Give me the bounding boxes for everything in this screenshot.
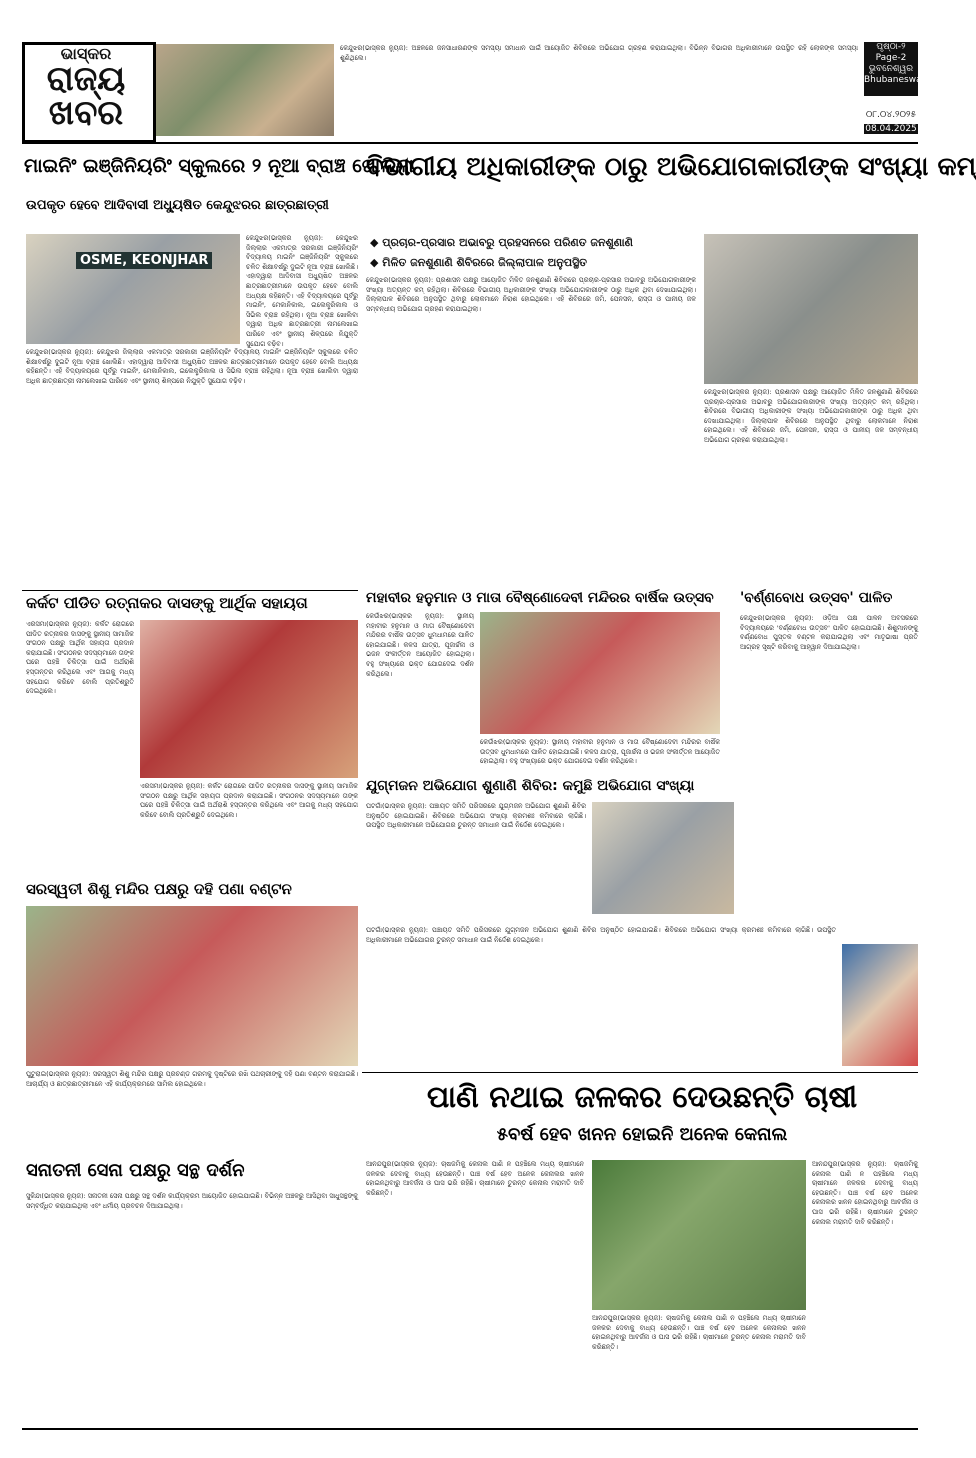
curd-text: ଘୁଟୁରାଇ(ଭାସ୍କର ନ୍ୟୁଜ): ସରସ୍ୱତୀ ଶିଶୁ ମନ୍ଦିର ପକ୍ଷରୁ ପ୍ରଚଣ୍ଡ ଗରମକୁ ଦୃଷ୍ଟିରେ ରଖି ପଥଚାରୀଙ୍କୁ ଦହି ପଣା ବଣ୍ଟନ କରାଯାଇଛି। ଆଚାର୍ଯ୍ୟ ଓ ଛାତ୍ରଛାତ୍ରୀମାନେ ଏହି କାର୍ଯ୍ୟକ୍ରମରେ ସାମିଲ ହୋଇଥିଲେ। [26,1070,358,1088]
subhead-water: ୫ବର୍ଷ ହେବ ଖନନ ହୋଇନି ଅନେକ କେନାଲ [496,1124,788,1145]
children-photo [842,944,918,1066]
headline-curd: ସରସ୍ୱତୀ ଶିଶୁ ମନ୍ଦିର ପକ୍ଷରୁ ଦହି ପଣା ବଣ୍ଟନ [26,880,292,898]
hearing-text: କେନ୍ଦୁଝର(ଭାସ୍କର ନ୍ୟୁଜ): ପ୍ରଶାସନ ପକ୍ଷରୁ ଆୟୋଜିତ ମିଳିତ ଜନଶୁଣାଣି ଶିବିରରେ ପ୍ରଚାର-ପ୍ରସାର ଅଭାବରୁ ଅଭିଯୋଗକାରୀଙ୍କ ସଂଖ୍ୟା ଅତ୍ୟନ୍ତ କମ୍ ରହିଥିଲା। ଶିବିରରେ ବିଭାଗୀୟ ଅଧିକାରୀଙ୍କ ସଂଖ୍ୟା ଅଭିଯୋଗକାରୀଙ୍କ ଠାରୁ ଅଧିକ ଥିବା ଦେଖାଯାଇଥିଲା। ଜିଲ୍ଲାପାଳ ଶିବିରରେ ଅନୁପସ୍ଥିତ ଥିବାରୁ ଲୋକମାନେ ନିରାଶ ହୋଇଥିଲେ। ଏହି ଶିବିରରେ ଜମି, ପେନସନ, ରାସ୍ତା ଓ ପାନୀୟ ଜଳ ସମ୍ବନ୍ଧୀୟ ଅଭିଯୋଗ ଗ୍ରହଣ କରାଯାଇଥିଲା। [366,276,696,313]
mining-text-b: କେନ୍ଦୁଝର(ଭାସ୍କର ନ୍ୟୁଜ): କେନ୍ଦୁଝର ଜିଲ୍ଲାର ଏକମାତ୍ର ସରକାରୀ ଇଞ୍ଜିନିୟରିଂ ବିଦ୍ୟାଳୟ ମାଇନିଂ ଇଞ୍ଜିନିୟରିଂ ସ୍କୁଲରେ ଚଳିତ ଶିକ୍ଷାବର୍ଷରୁ ଦୁଇଟି ନୂଆ ବ୍ରାଞ୍ଚ ଖୋଲିଛି। ଏହାଦ୍ୱାରା ଆଦିବାସୀ ଅଧ୍ୟୁଷିତ ଅଞ୍ଚଳର ଛାତ୍ରଛାତ୍ରୀମାନେ ଉପକୃତ ହେବେ ବୋଲି ଅଧ୍ୟକ୍ଷ କହିଛନ୍ତି। ଏହି ବିଦ୍ୟାଳୟରେ ପୂର୍ବରୁ ମାଇନିଂ, ମେକାନିକାଲ, ଇଲେକ୍ଟ୍ରିକାଲ ଓ ସିଭିଲ ବ୍ରାଞ୍ଚ ରହିଥିଲା। ନୂଆ ବ୍ରାଞ୍ଚ ଖୋଲିବା ଦ୍ୱାରା ଅଧିକ ଛାତ୍ରଛାତ୍ରୀ ନାମଲେଖାଇ ପାରିବେ ଏବଂ ସ୍ଥାନୀୟ ଶିଳ୍ପରେ ନିଯୁକ୍ତି ସୁଯୋଗ ବଢ଼ିବ। [26,348,358,385]
headline-water: ପାଣି ନଥାଇ ଜଳକର ଦେଉଛନ୍ତି ଚାଷୀ [426,1080,858,1115]
subhead-mining: ଉପକୃତ ହେବେ ଆଦିବାସୀ ଅଧ୍ୟୁଷିତ କେନ୍ଦୁଝରର ଛାତ୍ରଛାତ୍ରୀ [26,198,329,213]
temple-text-b: କେଉଁଝର(ଭାସ୍କର ନ୍ୟୁଜ): ସ୍ଥାନୀୟ ମହାବୀର ହନୁମାନ ଓ ମାତା ବୈଷ୍ଣୋଦେବୀ ମନ୍ଦିରର ବାର୍ଷିକ ଉତ୍ସବ ଧୁମଧାମରେ ପାଳିତ ହୋଇଯାଇଛି। କଳସ ଯାତ୍ରା, ପୂଜାର୍ଚ୍ଚନା ଓ ଭଜନ ସଂକୀର୍ତ୍ତନ ଆୟୋଜିତ ହୋଇଥିଲା। ବହୁ ସଂଖ୍ୟାରେ ଭକ୍ତ ଯୋଗଦେଇ ଦର୍ଶନ କରିଥିଲେ। [480,738,720,766]
water-text-c: ଆନନ୍ଦପୁର(ଭାସ୍କର ନ୍ୟୁଜ): ଚାଷଜମିକୁ କେନାଲ ପାଣି ନ ପହଞ୍ଚିଲେ ମଧ୍ୟ ଚାଷୀମାନେ ଜଳକର ଦେବାକୁ ବାଧ୍ୟ ହେଉଛନ୍ତି। ପାଞ୍ଚ ବର୍ଷ ହେବ ଅନେକ କେନାଲର ଖନନ ହୋଇନଥିବାରୁ ଆବର୍ଜନା ଓ ଘାସ ଭରି ରହିଛି। ଚାଷୀମାନେ ତୁରନ୍ତ କେନାଲ ମରାମତି ଦାବି କରିଛନ୍ତି। [812,1160,918,1226]
camp-photo [592,802,734,914]
divider [362,1072,918,1073]
headline-hearing: ବିଭାଗୀୟ ଅଧିକାରୀଙ୍କ ଠାରୁ ଅଭିଯୋଗକାରୀଙ୍କ ସଂଖ୍ୟା କମ୍ [366,152,976,182]
hearing-text-b: କେନ୍ଦୁଝର(ଭାସ୍କର ନ୍ୟୁଜ): ପ୍ରଶାସନ ପକ୍ଷରୁ ଆୟୋଜିତ ମିଳିତ ଜନଶୁଣାଣି ଶିବିରରେ ପ୍ରଚାର-ପ୍ରସାର ଅଭାବରୁ ଅଭିଯୋଗକାରୀଙ୍କ ସଂଖ୍ୟା ଅତ୍ୟନ୍ତ କମ୍ ରହିଥିଲା। ଶିବିରରେ ବିଭାଗୀୟ ଅଧିକାରୀଙ୍କ ସଂଖ୍ୟା ଅଭିଯୋଗକାରୀଙ୍କ ଠାରୁ ଅଧିକ ଥିବା ଦେଖାଯାଇଥିଲା। ଜିଲ୍ଲାପାଳ ଶିବିରରେ ଅନୁପସ୍ଥିତ ଥିବାରୁ ଲୋକମାନେ ନିରାଶ ହୋଇଥିଲେ। ଏହି ଶିବିରରେ ଜମି, ପେନସନ, ରାସ୍ତା ଓ ପାନୀୟ ଜଳ ସମ୍ବନ୍ଧୀୟ ଅଭିଯୋଗ ଗ୍ରହଣ କରାଯାଇଥିଲା। [704,388,918,444]
newspaper-brand: ଭାସ୍କର [60,44,112,63]
protest-photo [156,44,334,136]
headline-varna: 'ବର୍ଣ୍ଣବୋଧ ଉତ୍ସବ' ପାଳିତ [740,590,893,606]
date-en: 08.04.2025 [865,124,917,134]
headline-temple: ମହାବୀର ହନୁମାନ ଓ ମାତା ବୈଷ୍ଣୋଦେବୀ ମନ୍ଦିରର ବାର୍ଷିକ ଉତ୍ସବ [366,590,714,606]
water-text: ଆନନ୍ଦପୁର(ଭାସ୍କର ନ୍ୟୁଜ): ଚାଷଜମିକୁ କେନାଲ ପାଣି ନ ପହଞ୍ଚିଲେ ମଧ୍ୟ ଚାଷୀମାନେ ଜଳକର ଦେବାକୁ ବାଧ୍ୟ ହେଉଛନ୍ତି। ପାଞ୍ଚ ବର୍ଷ ହେବ ଅନେକ କେନାଲର ଖନନ ହୋଇନଥିବାରୁ ଆବର୍ଜନା ଓ ଘାସ ଭରି ରହିଛି। ଚାଷୀମାନେ ତୁରନ୍ତ କେନାଲ ମରାମତି ଦାବି କରିଛନ୍ତି। [366,1160,584,1197]
water-text-b: ଆନନ୍ଦପୁର(ଭାସ୍କର ନ୍ୟୁଜ): ଚାଷଜମିକୁ କେନାଲ ପାଣି ନ ପହଞ୍ଚିଲେ ମଧ୍ୟ ଚାଷୀମାନେ ଜଳକର ଦେବାକୁ ବାଧ୍ୟ ହେଉଛନ୍ତି। ପାଞ୍ଚ ବର୍ଷ ହେବ ଅନେକ କେନାଲର ଖନନ ହୋଇନଥିବାରୁ ଆବର୍ଜନା ଓ ଘାସ ଭରି ରହିଛି। ଚାଷୀମାନେ ତୁରନ୍ତ କେନାଲ ମରାମତି ଦାବି କରିଛନ୍ତି। [592,1314,806,1351]
page-number-en: Page-2 [875,53,907,63]
headline-joint-hearing: ଯୁଗ୍ମଜନ ଅଭିଯୋଗ ଶୁଣାଣି ଶିବିର: କମୁଛି ଅଭିଯୋଗ ସଂଖ୍ୟା [366,778,695,794]
school-group-photo [26,906,358,1066]
joint-text-b: ଘଟଗାଁ(ଭାସ୍କର ନ୍ୟୁଜ): ପଞ୍ଚାୟତ ସମିତି ପରିସରରେ ଯୁଗ୍ମଜନ ଅଭିଯୋଗ ଶୁଣାଣି ଶିବିର ଅନୁଷ୍ଠିତ ହୋଇଯାଇଛି। ଶିବିରରେ ଅଭିଯୋଗ ସଂଖ୍ୟା କ୍ରମଶଃ କମିବାରେ ଲାଗିଛି। ଉପସ୍ଥିତ ଅଧିକାରୀମାନେ ଅଭିଯୋଗର ତୁରନ୍ତ ସମାଧାନ ପାଇଁ ନିର୍ଦ୍ଦେଶ ଦେଇଥିଲେ। [366,926,836,944]
hearing-point-2: ମିଳିତ ଜନଶୁଣାଣି ଶିବିରରେ ଜିଲ୍ଲାପାଳ ଅନୁପସ୍ଥିତ [382,256,587,269]
city-or: ଭୁବନେଶ୍ୱର [868,64,914,74]
temple-text: କେଉଁଝର(ଭାସ୍କର ନ୍ୟୁଜ): ସ୍ଥାନୀୟ ମହାବୀର ହନୁମାନ ଓ ମାତା ବୈଷ୍ଣୋଦେବୀ ମନ୍ଦିରର ବାର୍ଷିକ ଉତ୍ସବ ଧୁମଧାମରେ ପାଳିତ ହୋଇଯାଇଛି। କଳସ ଯାତ୍ରା, ପୂଜାର୍ଚ୍ଚନା ଓ ଭଜନ ସଂକୀର୍ତ୍ତନ ଆୟୋଜିତ ହୋଇଥିଲା। ବହୁ ସଂଖ୍ୟାରେ ଭକ୍ତ ଯୋଗଦେଇ ଦର୍ଶନ କରିଥିଲେ। [366,612,474,678]
city-en: Bhubaneswar [864,75,926,85]
mining-text-a: କେନ୍ଦୁଝର(ଭାସ୍କର ନ୍ୟୁଜ): କେନ୍ଦୁଝର ଜିଲ୍ଲାର ଏକମାତ୍ର ସରକାରୀ ଇଞ୍ଜିନିୟରିଂ ବିଦ୍ୟାଳୟ ମାଇନିଂ ଇଞ୍ଜିନିୟରିଂ ସ୍କୁଲରେ ଚଳିତ ଶିକ୍ଷାବର୍ଷରୁ ଦୁଇଟି ନୂଆ ବ୍ରାଞ୍ଚ ଖୋଲିଛି। ଏହାଦ୍ୱାରା ଆଦିବାସୀ ଅଧ୍ୟୁଷିତ ଅଞ୍ଚଳର ଛାତ୍ରଛାତ୍ରୀମାନେ ଉପକୃତ ହେବେ ବୋଲି ଅଧ୍ୟକ୍ଷ କହିଛନ୍ତି। ଏହି ବିଦ୍ୟାଳୟରେ ପୂର୍ବରୁ ମାଇନିଂ, ମେକାନିକାଲ, ଇଲେକ୍ଟ୍ରିକାଲ ଓ ସିଭିଲ ବ୍ରାଞ୍ଚ ରହିଥିଲା। ନୂଆ ବ୍ରାଞ୍ଚ ଖୋଲିବା ଦ୍ୱାରା ଅଧିକ ଛାତ୍ରଛାତ୍ରୀ ନାମଲେଖାଇ ପାରିବେ ଏବଂ ସ୍ଥାନୀୟ ଶିଳ୍ପରେ ନିଯୁକ୍ତି ସୁଯୋଗ ବଢ଼ିବ। [246,234,358,348]
headline-sanatani: ସନାତନୀ ସେନା ପକ୍ଷରୁ ସନ୍ଥ ଦର୍ଶନ [26,1160,245,1181]
donation-photo [140,620,358,778]
varna-text: କେନ୍ଦୁଝର(ଭାସ୍କର ନ୍ୟୁଜ): ଓଡ଼ିଆ ପକ୍ଷ ପାଳନ ଅବସରରେ ବିଦ୍ୟାଳୟରେ 'ବର୍ଣ୍ଣବୋଧ ଉତ୍ସବ' ପାଳିତ ହୋଇଯାଇଛି। ଶିଶୁମାନଙ୍କୁ ବର୍ଣ୍ଣବୋଧ ପୁସ୍ତକ ବଣ୍ଟନ କରାଯାଇଥିଲା ଏବଂ ମାତୃଭାଷା ପ୍ରତି ଆଗ୍ରହ ସୃଷ୍ଟି କରିବାକୁ ଆହ୍ୱାନ ଦିଆଯାଇଥିଲା। [740,614,918,651]
cancer-text-b: ଏରସମା(ଭାସ୍କର ନ୍ୟୁଜ): କର୍କଟ ରୋଗରେ ପୀଡିତ ରତ୍ନାକର ଦାସଙ୍କୁ ସ୍ଥାନୀୟ ସାମାଜିକ ସଂଗଠନ ପକ୍ଷରୁ ଆର୍ଥିକ ସହାୟତା ପ୍ରଦାନ କରାଯାଇଛି। ସଂଗଠନର ସଦସ୍ୟମାନେ ତାଙ୍କ ଘରେ ପହଞ୍ଚି ଚିକିତ୍ସା ପାଇଁ ଅର୍ଥରାଶି ହସ୍ତାନ୍ତର କରିଥିଲେ ଏବଂ ଆଗକୁ ମଧ୍ୟ ସହଯୋଗ କରିବେ ବୋଲି ପ୍ରତିଶ୍ରୁତି ଦେଇଥିଲେ। [140,782,358,819]
procession-photo [480,612,720,734]
headline-cancer: କର୍କଟ ପୀଡିତ ରତ୍ନାକର ଦାସଙ୍କୁ ଆର୍ଥିକ ସହାୟତା [26,594,308,612]
cancer-text: ଏରସମା(ଭାସ୍କର ନ୍ୟୁଜ): କର୍କଟ ରୋଗରେ ପୀଡିତ ରତ୍ନାକର ଦାସଙ୍କୁ ସ୍ଥାନୀୟ ସାମାଜିକ ସଂଗଠନ ପକ୍ଷରୁ ଆର୍ଥିକ ସହାୟତା ପ୍ରଦାନ କରାଯାଇଛି। ସଂଗଠନର ସଦସ୍ୟମାନେ ତାଙ୍କ ଘରେ ପହଞ୍ଚି ଚିକିତ୍ସା ପାଇଁ ଅର୍ଥରାଶି ହସ୍ତାନ୍ତର କରିଥିଲେ ଏବଂ ଆଗକୁ ମଧ୍ୟ ସହଯୋଗ କରିବେ ବୋଲି ପ୍ରତିଶ୍ରୁତି ଦେଇଥିଲେ। [26,620,134,696]
gate-photo [26,234,240,344]
hearing-point-1: ପ୍ରଚାର-ପ୍ରସାର ଅଭାବରୁ ପ୍ରହସନରେ ପରିଣତ ଜନଶୁଣାଣି [382,236,633,249]
meeting-photo [704,234,918,384]
joint-text: ଘଟଗାଁ(ଭାସ୍କର ନ୍ୟୁଜ): ପଞ୍ଚାୟତ ସମିତି ପରିସରରେ ଯୁଗ୍ମଜନ ଅଭିଯୋଗ ଶୁଣାଣି ଶିବିର ଅନୁଷ୍ଠିତ ହୋଇଯାଇଛି। ଶିବିରରେ ଅଭିଯୋଗ ସଂଖ୍ୟା କ୍ରମଶଃ କମିବାରେ ଲାଗିଛି। ଉପସ୍ଥିତ ଅଧିକାରୀମାନେ ଅଭିଯୋଗର ତୁରନ୍ତ ସମାଧାନ ପାଇଁ ନିର୍ଦ୍ଦେଶ ଦେଇଥିଲେ। [366,802,586,830]
dateline-box [864,42,926,96]
divider [22,590,358,591]
bullet-1: ◆ ପ୍ରଚାର-ପ୍ରସାର ଅଭାବରୁ ପ୍ରହସନରେ ପରିଣତ ଜନଶୁଣାଣି [370,236,633,249]
top-story-text: କେନ୍ଦୁଝର(ଭାସ୍କର ନ୍ୟୁଜ): ଅଞ୍ଚଳରେ ଜନସାଧାରଣଙ୍କ ସମସ୍ୟା ସମାଧାନ ପାଇଁ ଆୟୋଜିତ ଶିବିରରେ ଅଭିଯୋଗ ଗ୍ରହଣ କରାଯାଇଥିଲା। ବିଭିନ୍ନ ବିଭାଗର ଅଧିକାରୀମାନେ ଉପସ୍ଥିତ ରହି ଲୋକଙ୍କ ସମସ୍ୟା ଶୁଣିଥିଲେ। [340,44,858,62]
bullet-2: ◆ ମିଳିତ ଜନଶୁଣାଣି ଶିବିରରେ ଜିଲ୍ଲାପାଳ ଅନୁପସ୍ଥିତ [370,256,587,269]
headline-mining: ମାଇନିଂ ଇଞ୍ଜିନିୟରିଂ ସ୍କୁଲରେ ୨ ନୂଆ ବ୍ରାଞ୍ଚ ଖୋଲିଲା [24,155,414,177]
gate-sign: OSME, KEONJHAR [76,252,212,269]
section-title: ରାଜ୍ୟ ଖବର [46,59,126,133]
page-number-or: ପୃଷ୍ଠା-୨ [876,42,906,52]
sanatani-text: ସୁକିନ୍ଦା(ଭାସ୍କର ନ୍ୟୁଜ): ସନାତନୀ ସେନା ପକ୍ଷରୁ ସନ୍ଥ ଦର୍ଶନ କାର୍ଯ୍ୟକ୍ରମ ଆୟୋଜିତ ହୋଇଯାଇଛି। ବିଭିନ୍ନ ଅଞ୍ଚଳରୁ ଆସିଥିବା ସାଧୁସନ୍ଥଙ୍କୁ ସମ୍ବର୍ଦ୍ଧିତ କରାଯାଇଥିଲା ଏବଂ ଧର୍ମୀୟ ପ୍ରବଚନ ଦିଆଯାଇଥିଲା। [26,1192,358,1210]
divider [22,142,918,144]
bottom-rule [22,1428,918,1430]
canal-photo [592,1160,806,1310]
date-or: ୦୮.୦୪.୨୦୨୫ [865,110,917,120]
